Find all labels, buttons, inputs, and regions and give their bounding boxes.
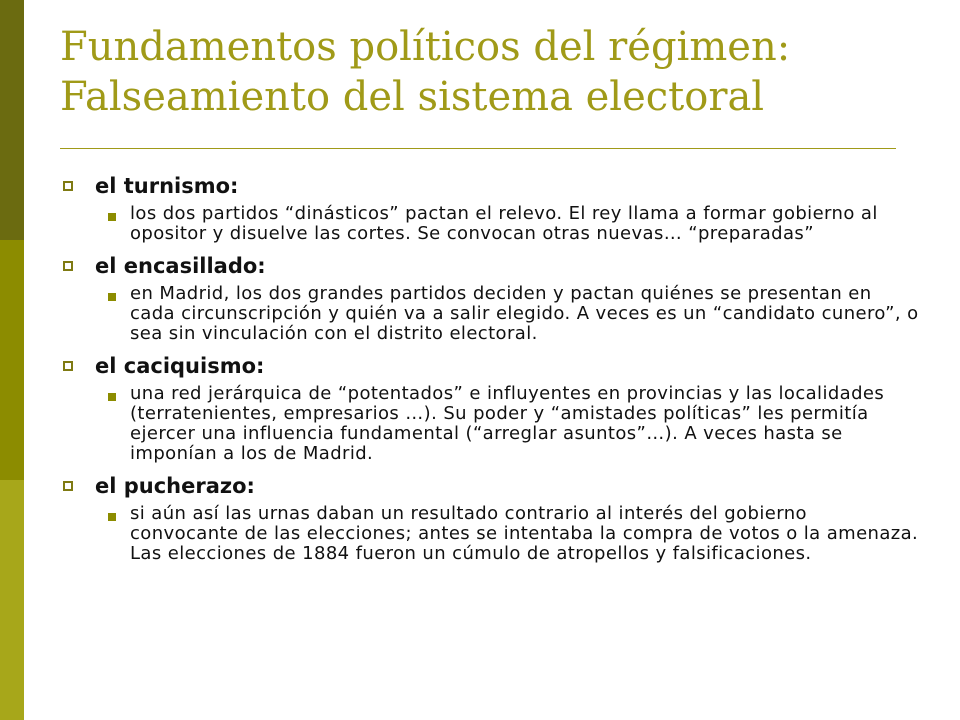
bullet-heading [60, 472, 920, 500]
bullet-detail [60, 284, 920, 344]
heading-pucherazo: el pucherazo: [95, 474, 255, 498]
slide-content [60, 172, 920, 572]
heading-turnismo: el turnismo: [95, 174, 239, 198]
square-bullet-icon [63, 261, 73, 271]
bullet-heading [60, 252, 920, 280]
text-caciquismo: una red jerárquica de “potentados” e influyentes en provincias y las localidades (terratenientes, empresarios …). Su poder y “amistades políticas” les permitía ejercer una influencia fundamental (“arreglar asuntos”…). A veces hasta se imponían a los de Madrid. [130, 383, 885, 464]
side-bar-middle [0, 240, 24, 480]
slide-title [60, 22, 940, 122]
text-encasillado: en Madrid, los dos grandes partidos deciden y pactan quiénes se presentan en cada circunscripción y quién va a salir elegido. A veces es un “candidato cunero”, o sea sin vinculación con el distrito electoral. [130, 283, 919, 344]
text-pucherazo: si aún así las urnas daban un resultado contrario al interés del gobierno convocante de las elecciones; antes se intentaba la compra de votos o la amenaza. Las elecciones de 1884 fueron un cúmulo de atropellos y falsificaciones. [130, 503, 919, 564]
slide-title-line-2: Falseamiento del sistema electoral [60, 74, 765, 120]
title-divider [60, 148, 896, 149]
bullet-heading [60, 352, 920, 380]
filled-square-bullet-icon [108, 213, 116, 221]
side-bar-top [0, 0, 24, 240]
bullet-detail [60, 504, 920, 564]
list-item [60, 352, 920, 464]
list-item [60, 472, 920, 564]
heading-encasillado: el encasillado: [95, 254, 266, 278]
filled-square-bullet-icon [108, 513, 116, 521]
bullet-heading [60, 172, 920, 200]
list-item [60, 172, 920, 244]
side-bar-bottom [0, 480, 24, 720]
square-bullet-icon [63, 361, 73, 371]
bullet-detail [60, 384, 920, 464]
list-item [60, 252, 920, 344]
filled-square-bullet-icon [108, 293, 116, 301]
slide-title-line-1: Fundamentos políticos del régimen: [60, 24, 791, 70]
square-bullet-icon [63, 481, 73, 491]
filled-square-bullet-icon [108, 393, 116, 401]
square-bullet-icon [63, 181, 73, 191]
bullet-detail [60, 204, 920, 244]
text-turnismo: los dos partidos “dinásticos” pactan el relevo. El rey llama a formar gobierno al opositor y disuelve las cortes. Se convocan otras nuevas… “preparadas” [130, 203, 878, 244]
heading-caciquismo: el caciquismo: [95, 354, 265, 378]
